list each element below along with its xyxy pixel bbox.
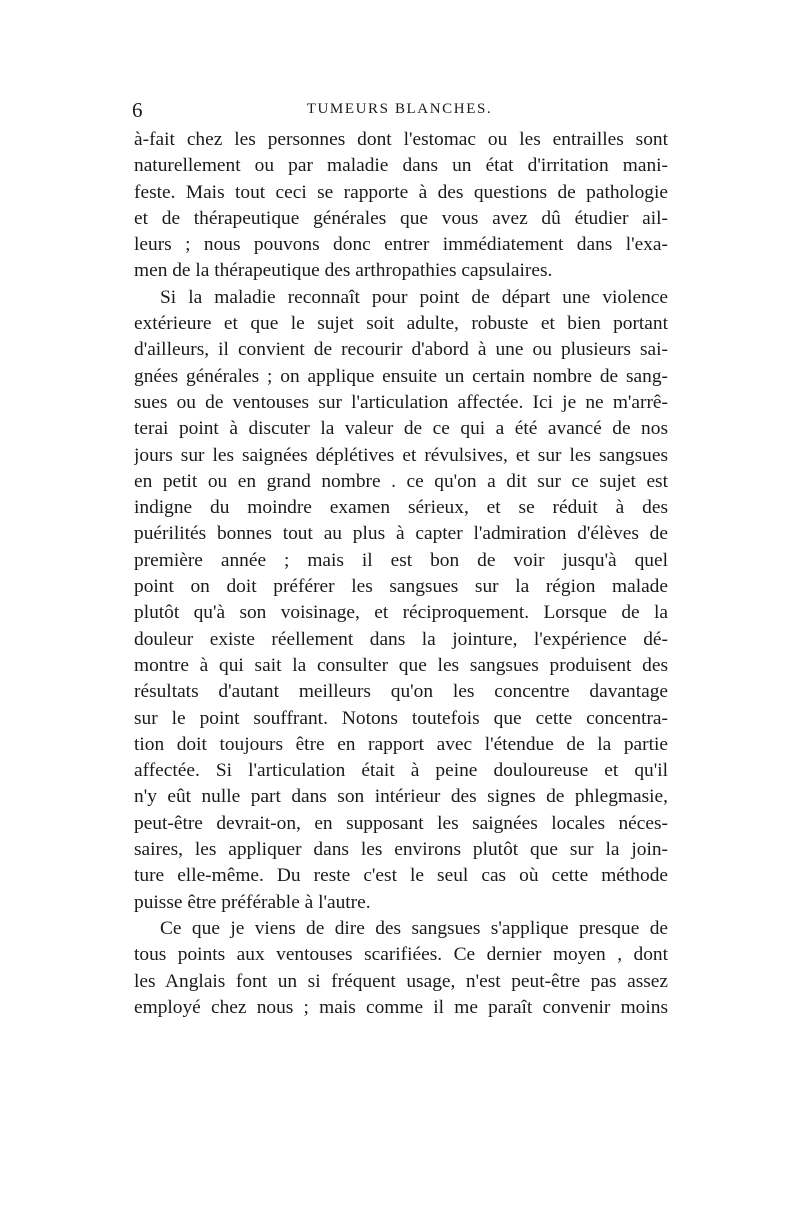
text-line: n'y eût nulle part dans son intérieur des signes de phlegmasie, (134, 786, 668, 808)
text-line: d'ailleurs, il convient de recourir d'abord à une ou plusieurs sai- (134, 339, 668, 361)
running-title: TUMEURS BLANCHES. (306, 101, 493, 117)
text-line: point on doit préférer les sangsues sur la région malade (134, 576, 668, 598)
text-line: ture elle-même. Du reste c'est le seul cas où cette méthode (134, 865, 668, 887)
text-line: feste. Mais tout ceci se rapporte à des questions de pathologie (134, 181, 668, 203)
text-line: indigne du moindre examen sérieux, et se réduit à des (134, 497, 668, 519)
text-line: résultats d'autant meilleurs qu'on les concentre davantage (134, 681, 668, 703)
text-line: puisse être préférable à l'autre. (134, 891, 371, 913)
text-line: Si la maladie reconnaît pour point de départ une violence (160, 286, 668, 308)
text-line: employé chez nous ; mais comme il me paraît convenir moins (134, 996, 668, 1018)
text-line: leurs ; nous pouvons donc entrer immédiatement dans l'exa- (134, 234, 668, 256)
page-number: 6 (132, 98, 143, 122)
text-line: terai point à discuter la valeur de ce qui a été avancé de nos (134, 418, 668, 440)
text-line: saires, les appliquer dans les environs plutôt que sur la join- (134, 839, 668, 861)
text-line: plutôt qu'à son voisinage, et réciproquement. Lorsque de la (134, 602, 668, 624)
running-head (132, 98, 667, 124)
text-line: montre à qui sait la consulter que les sangsues produisent des (134, 654, 668, 676)
text-line: les Anglais font un si fréquent usage, n'est peut-être pas assez (134, 970, 668, 992)
text-line: gnées générales ; on applique ensuite un certain nombre de sang- (134, 365, 668, 387)
text-line: douleur existe réellement dans la jointure, l'expérience dé- (134, 628, 668, 650)
text-line: tion doit toujours être en rapport avec l'étendue de la partie (134, 733, 668, 755)
text-line: tous points aux ventouses scarifiées. Ce dernier moyen , dont (134, 944, 668, 966)
text-line: à-fait chez les personnes dont l'estomac ou les entrailles sont (134, 129, 668, 150)
text-line: sues ou de ventouses sur l'articulation affectée. Ici je ne m'arrê- (134, 391, 668, 413)
text-line: men de la thérapeutique des arthropathies capsulaires. (134, 260, 553, 282)
text-line: naturellement ou par maladie dans un état d'irritation mani- (134, 155, 668, 177)
text-line: Ce que je viens de dire des sangsues s'applique presque de (160, 917, 668, 939)
text-line: en petit ou en grand nombre . ce qu'on a dit sur ce sujet est (134, 470, 668, 492)
body-text (134, 127, 668, 1021)
text-line: puérilités bonnes tout au plus à capter l'admiration d'élèves de (134, 523, 668, 545)
text-line: peut-être devrait-on, en supposant les saignées locales néces- (134, 812, 668, 834)
text-line: première année ; mais il est bon de voir jusqu'à quel (134, 549, 668, 571)
text-line: extérieure et que le sujet soit adulte, robuste et bien portant (134, 313, 668, 335)
text-line: affectée. Si l'articulation était à peine douloureuse et qu'il (134, 760, 668, 782)
text-line: et de thérapeutique générales que vous avez dû étudier ail- (134, 207, 668, 229)
text-line: jours sur les saignées déplétives et révulsives, et sur les sangsues (134, 444, 668, 466)
text-line: sur le point souffrant. Notons toutefois que cette concentra- (134, 707, 668, 729)
